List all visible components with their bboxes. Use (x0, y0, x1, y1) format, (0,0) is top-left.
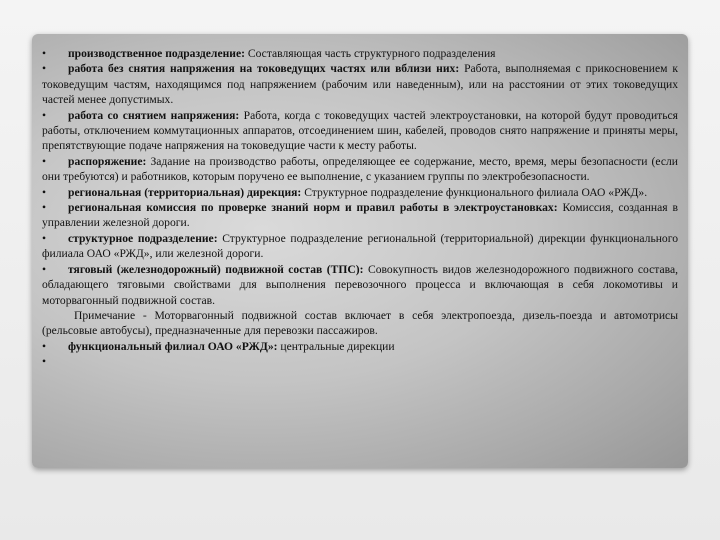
definition-item (42, 262, 678, 308)
definition-text: Комиссия, созданная в управлении железной дороги. (42, 201, 678, 230)
definition-term: работа без снятия напряжения на токоведущих частях или вблизи них: (68, 62, 460, 76)
bullet-icon: • (42, 154, 47, 168)
definition-text: Составляющая часть структурного подразделения (244, 47, 496, 60)
definition-text: Совокупность видов железнодорожного подвижного состава, обладающего тяговыми свойствами для выполнения перевозочного процесса и включающая в себя локомотивы и моторвагонный подвижной состав. (42, 262, 678, 307)
definition-item (42, 185, 678, 200)
definition-text: центральные дирекции (277, 339, 395, 353)
definition-term: работа со снятием напряжения: (68, 108, 240, 122)
bullet-icon: • (42, 262, 47, 276)
definition-item (42, 339, 678, 354)
bullet-icon: • (42, 62, 47, 76)
definition-item (42, 231, 678, 262)
definition-term: распоряжение: (68, 154, 147, 168)
note-paragraph: Примечание - Моторвагонный подвижной состав включает в себя электропоезда, дизель-поезда и автомотрисы (рельсовые автобусы), предназначенные для перевозки пассажиров. (42, 308, 678, 338)
definitions-text (42, 46, 678, 370)
bullet-icon: • (42, 201, 47, 215)
bullet-icon: • (42, 47, 47, 60)
slide-content-panel (32, 34, 688, 468)
definition-item (42, 154, 678, 185)
definition-term: региональная комиссия по проверке знаний норм и правил работы в электроустановках: (68, 201, 558, 215)
definition-term: региональная (территориальная) дирекция: (68, 185, 302, 199)
definition-text: Работа, выполняемая с прикосновением к токоведущим частям, находящимся под напряжением (рабочим или наведенным), или на расстоянии от этих токоведущих частей менее допустимых. (42, 62, 678, 107)
definition-term: производственное подразделение: (68, 47, 245, 60)
definition-item (42, 108, 678, 154)
definition-term: структурное подразделение: (68, 231, 218, 245)
definition-term: функциональный филиал ОАО «РЖД»: (68, 339, 278, 353)
bullet-icon: • (42, 185, 47, 199)
definition-text: Структурное подразделение функционального филиала ОАО «РЖД». (301, 185, 648, 199)
bullet-icon: • (42, 231, 47, 245)
definition-text: Задание на производство работы, определяющее ее содержание, место, время, меры безопасности (если они требуются) и работников, которым поручено ее выполнение, с указанием группы по электробезопасности. (42, 154, 678, 184)
definition-item (42, 46, 678, 61)
empty-bullet-item (42, 354, 678, 369)
bullet-icon: • (42, 339, 47, 353)
bullet-icon: • (42, 108, 47, 122)
bullet-icon: • (42, 355, 47, 369)
definition-item (42, 200, 678, 231)
definition-text: Структурное подразделение региональной (территориальной) дирекции функционального филиала ОАО «РЖД», или железной дороги. (42, 231, 678, 261)
definition-text: Работа, когда с токоведущих частей электроустановки, на которой будут проводиться работы, отключением коммутационных аппаратов, отсоединением шин, кабелей, проводов снято напряжение и приняты меры, препятствующие подаче напряжения на токоведущие части к месту работы. (42, 108, 678, 153)
definition-term: тяговый (железнодорожный) подвижной состав (ТПС): (68, 262, 364, 276)
definition-item (42, 61, 678, 107)
